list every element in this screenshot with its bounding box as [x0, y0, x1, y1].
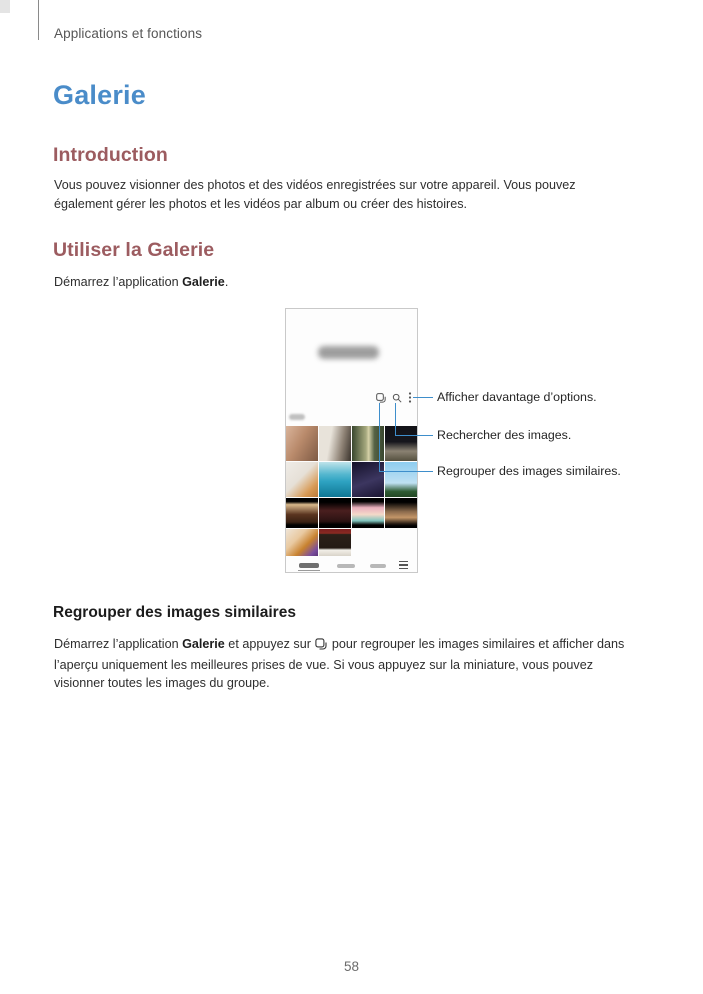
utiliser-paragraph — [54, 273, 632, 292]
blurred-tab-3 — [370, 564, 386, 568]
callout-line-more-options — [413, 397, 433, 398]
blurred-gallery-title — [318, 346, 379, 359]
utiliser-app-name: Galerie — [182, 275, 225, 289]
regrouper-paragraph — [54, 635, 632, 693]
corner-mark — [0, 0, 10, 13]
group-similar-icon — [376, 393, 386, 403]
active-tab-underline — [298, 570, 320, 571]
callout-line-search-horizontal — [395, 435, 433, 436]
gallery-bottom-nav — [286, 558, 417, 572]
photo-thumbnail-hand — [385, 498, 417, 528]
photo-thumbnail-dark-scene — [319, 498, 351, 528]
callout-line-search-vertical — [395, 403, 396, 436]
regrouper-text-prefix: Démarrez l’application — [54, 637, 183, 651]
blurred-days-label — [289, 414, 305, 420]
photo-thumbnail-chocolate-cake — [286, 498, 318, 528]
photo-thumbnail-sailboat — [319, 462, 351, 497]
regrouper-text-suffix: pour regrouper les images similaires et afficher dans l’aperçu uniquement les meilleures prises de vue. Si vous appuyez sur la miniature, vous pouvez visionner toutes les images du groupe. — [54, 637, 625, 691]
photo-grid — [286, 426, 417, 556]
regrouper-text-mid: et appuyez sur — [224, 637, 315, 651]
callout-label-more-options: Afficher davantage d’options. — [437, 390, 597, 404]
utiliser-text-prefix: Démarrez l’application — [54, 275, 183, 289]
page-number: 58 — [343, 959, 360, 974]
blurred-tab-active — [299, 563, 319, 568]
section-heading-introduction: Introduction — [53, 144, 168, 166]
photo-thumbnail-macarons — [352, 498, 384, 528]
photo-thumbnail-pancakes — [286, 529, 318, 556]
callout-label-search: Rechercher des images. — [437, 428, 572, 442]
running-header: Applications et fonctions — [54, 26, 203, 41]
callout-label-group-similar: Regrouper des images similaires. — [437, 464, 621, 478]
photo-thumbnail-corgi — [286, 462, 318, 497]
callout-line-group-horizontal — [379, 471, 433, 472]
utiliser-text-suffix: . — [224, 275, 229, 289]
photo-thumbnail-field-sky — [385, 462, 417, 497]
photo-thumbnail-dogs — [286, 426, 318, 461]
group-similar-inline-icon — [315, 637, 327, 656]
subsection-heading-regrouper: Regrouper des images similaires — [53, 604, 296, 621]
introduction-paragraph: Vous pouvez visionner des photos et des vidéos enregistrées sur votre appareil. Vous pouvez également gérer les photos et les vidéos par album ou créer des histoires. — [54, 178, 576, 211]
menu-icon — [399, 561, 408, 569]
search-icon — [392, 393, 402, 403]
photo-thumbnail-piano-keys — [319, 529, 351, 556]
photo-thumbnail-kitten-and-puppy — [319, 426, 351, 461]
photo-thumbnail-night-crowd — [385, 426, 417, 461]
more-options-icon — [408, 392, 412, 403]
phone-screenshot — [285, 308, 418, 573]
regrouper-app-name: Galerie — [182, 637, 225, 651]
section-heading-utiliser: Utiliser la Galerie — [53, 239, 215, 261]
page-title: Galerie — [53, 80, 146, 110]
gallery-toolbar — [376, 392, 412, 403]
blurred-tab-2 — [337, 564, 355, 568]
callout-line-group-vertical — [379, 403, 380, 472]
header-rule — [38, 0, 39, 40]
